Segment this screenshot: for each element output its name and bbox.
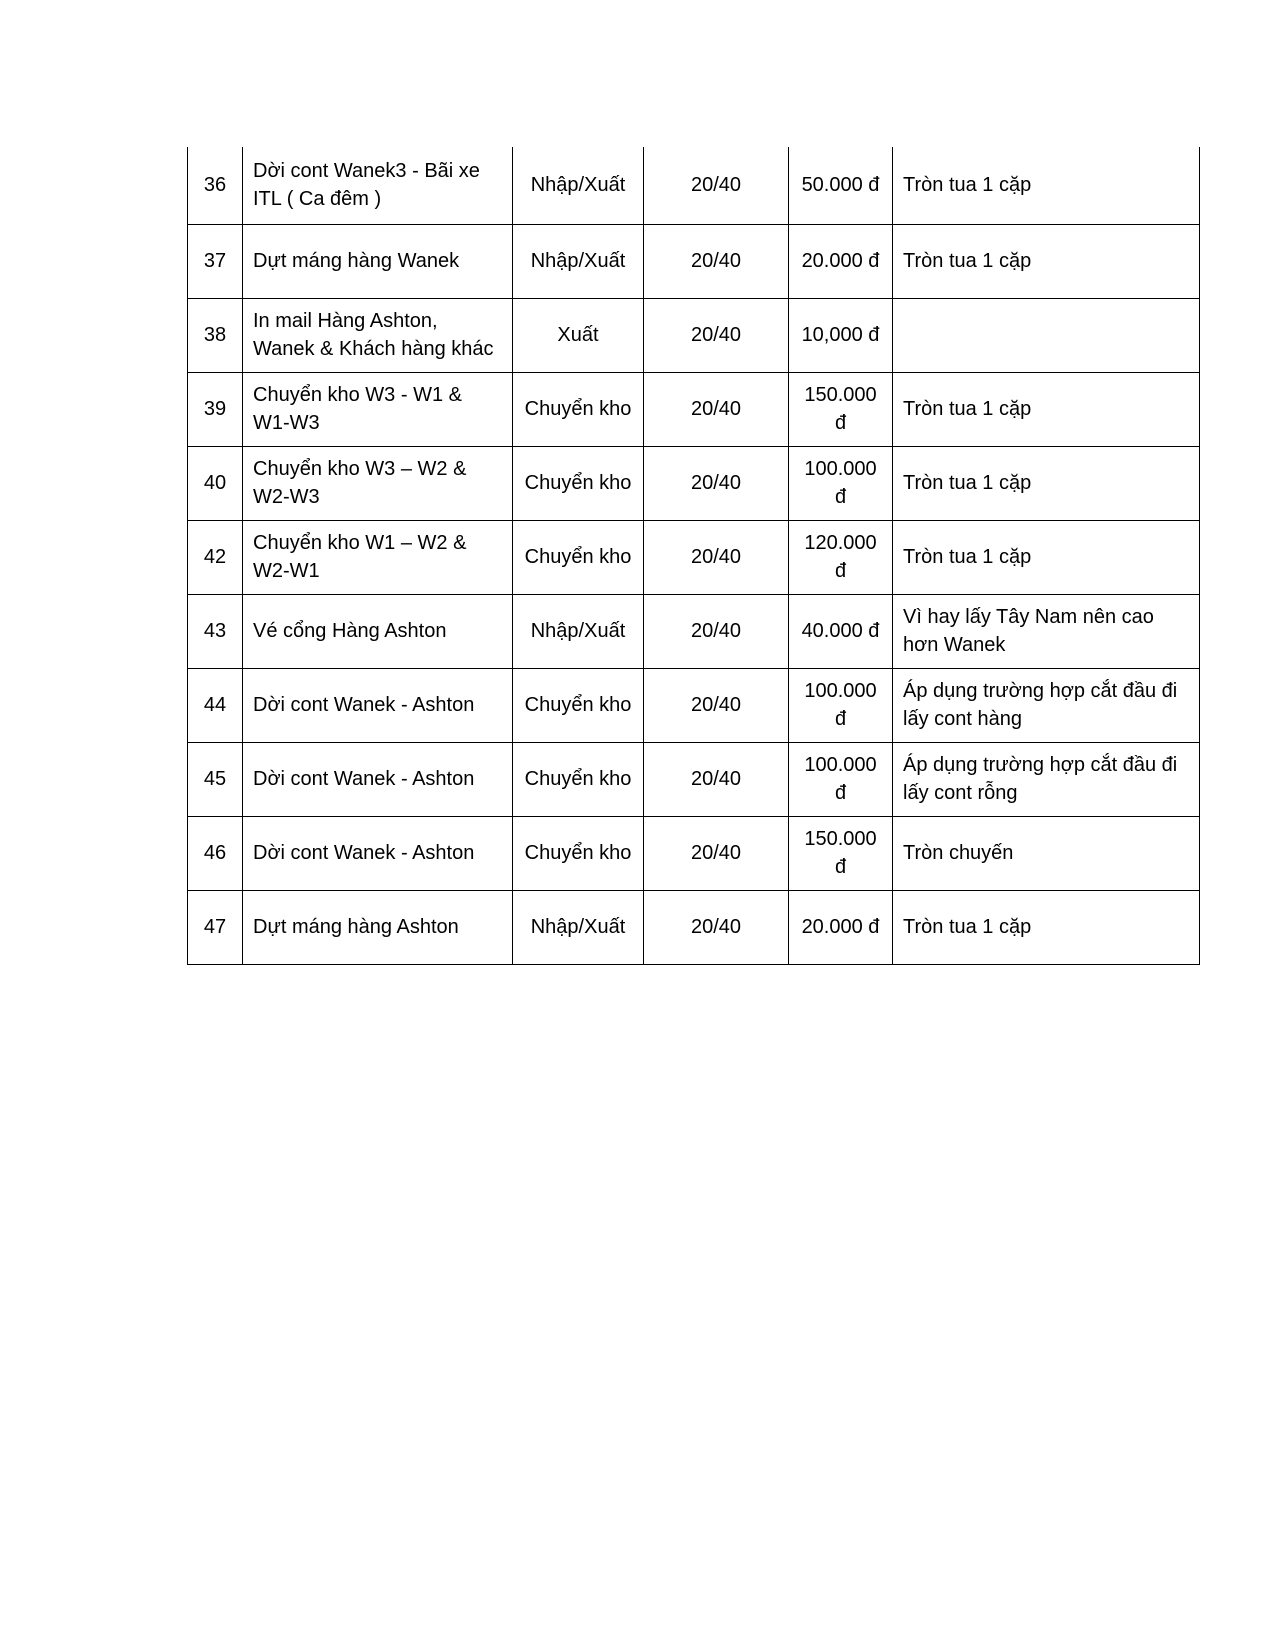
table-row [188, 446, 1200, 520]
row-type: Chuyển kho [513, 446, 644, 520]
table-row [188, 594, 1200, 668]
row-container-size: 20/40 [644, 298, 789, 372]
table-row [188, 147, 1200, 224]
row-description: Dời cont Wanek3 - Bãi xe ITL ( Ca đêm ) [243, 147, 513, 224]
row-note: Tròn chuyến [893, 816, 1200, 890]
row-description: Vé cổng Hàng Ashton [243, 594, 513, 668]
row-type: Chuyển kho [513, 372, 644, 446]
row-number: 44 [188, 668, 243, 742]
row-type: Chuyển kho [513, 520, 644, 594]
row-type: Nhập/Xuất [513, 890, 644, 964]
row-container-size: 20/40 [644, 520, 789, 594]
row-type: Nhập/Xuất [513, 147, 644, 224]
row-type: Nhập/Xuất [513, 594, 644, 668]
row-description: Dời cont Wanek - Ashton [243, 668, 513, 742]
row-number: 43 [188, 594, 243, 668]
row-price: 40.000 đ [789, 594, 893, 668]
row-number: 37 [188, 224, 243, 298]
row-price: 150.000 đ [789, 816, 893, 890]
row-container-size: 20/40 [644, 224, 789, 298]
table-row [188, 742, 1200, 816]
row-note [893, 298, 1200, 372]
row-note: Áp dụng trường hợp cắt đầu đi lấy cont hàng [893, 668, 1200, 742]
row-type: Chuyển kho [513, 816, 644, 890]
row-type: Chuyển kho [513, 668, 644, 742]
row-type: Nhập/Xuất [513, 224, 644, 298]
row-description: Dựt máng hàng Wanek [243, 224, 513, 298]
row-number: 36 [188, 147, 243, 224]
row-number: 40 [188, 446, 243, 520]
fee-table-wrapper [187, 147, 1199, 965]
row-price: 100.000 đ [789, 668, 893, 742]
table-row [188, 816, 1200, 890]
row-description: Chuyển kho W3 – W2 & W2-W3 [243, 446, 513, 520]
table-row [188, 224, 1200, 298]
row-price: 100.000 đ [789, 742, 893, 816]
row-price: 20.000 đ [789, 890, 893, 964]
row-container-size: 20/40 [644, 890, 789, 964]
row-number: 45 [188, 742, 243, 816]
row-price: 50.000 đ [789, 147, 893, 224]
row-note: Tròn tua 1 cặp [893, 147, 1200, 224]
row-container-size: 20/40 [644, 816, 789, 890]
table-row [188, 372, 1200, 446]
row-note: Tròn tua 1 cặp [893, 372, 1200, 446]
table-row [188, 668, 1200, 742]
row-note: Tròn tua 1 cặp [893, 890, 1200, 964]
table-row [188, 298, 1200, 372]
row-note: Tròn tua 1 cặp [893, 224, 1200, 298]
row-note: Áp dụng trường hợp cắt đầu đi lấy cont rỗng [893, 742, 1200, 816]
row-container-size: 20/40 [644, 446, 789, 520]
row-container-size: 20/40 [644, 372, 789, 446]
table-row [188, 520, 1200, 594]
row-note: Tròn tua 1 cặp [893, 520, 1200, 594]
row-note: Vì hay lấy Tây Nam nên cao hơn Wanek [893, 594, 1200, 668]
row-description: Chuyển kho W1 – W2 & W2-W1 [243, 520, 513, 594]
table-row [188, 890, 1200, 964]
row-number: 46 [188, 816, 243, 890]
row-container-size: 20/40 [644, 668, 789, 742]
row-description: Dời cont Wanek - Ashton [243, 816, 513, 890]
row-description: Chuyển kho W3 - W1 & W1-W3 [243, 372, 513, 446]
row-price: 150.000 đ [789, 372, 893, 446]
row-price: 100.000 đ [789, 446, 893, 520]
row-number: 38 [188, 298, 243, 372]
row-type: Xuất [513, 298, 644, 372]
row-type: Chuyển kho [513, 742, 644, 816]
row-container-size: 20/40 [644, 594, 789, 668]
row-number: 42 [188, 520, 243, 594]
row-description: Dựt máng hàng Ashton [243, 890, 513, 964]
fee-table [187, 147, 1200, 965]
row-price: 10,000 đ [789, 298, 893, 372]
row-price: 20.000 đ [789, 224, 893, 298]
row-number: 47 [188, 890, 243, 964]
row-container-size: 20/40 [644, 742, 789, 816]
row-description: Dời cont Wanek - Ashton [243, 742, 513, 816]
row-number: 39 [188, 372, 243, 446]
row-note: Tròn tua 1 cặp [893, 446, 1200, 520]
row-description: In mail Hàng Ashton, Wanek & Khách hàng khác [243, 298, 513, 372]
row-price: 120.000 đ [789, 520, 893, 594]
row-container-size: 20/40 [644, 147, 789, 224]
